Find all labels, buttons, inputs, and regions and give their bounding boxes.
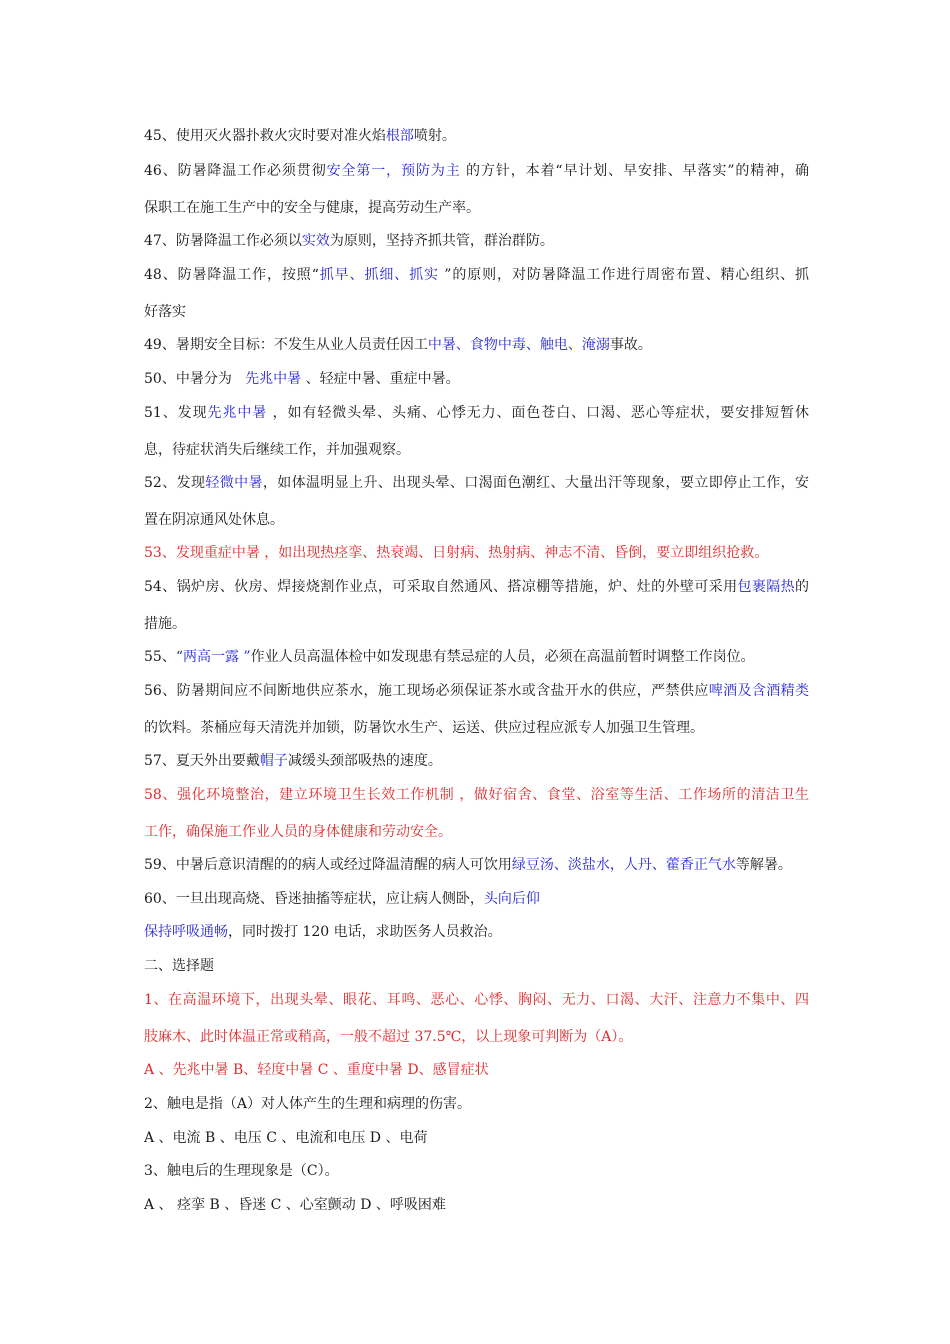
text: 55、 [144, 649, 176, 665]
text: 好落实 [144, 304, 186, 320]
text: 45、使用灭火器扑救火灾时要对准火焰 [144, 128, 386, 144]
answer-highlight: 实效 [301, 233, 330, 249]
item-56-cont [144, 718, 809, 738]
text: 49、暑期安全目标：不发生从业人员责任因工 [144, 337, 428, 353]
item-49 [144, 335, 809, 355]
item-58-cont [144, 822, 809, 842]
text: 的方针，本着“早计划、早安排、早落实”的精神，确 [460, 163, 809, 179]
text: 事故。 [609, 337, 652, 353]
text: 57、夏天外出要戴 [144, 753, 260, 769]
item-56 [144, 681, 809, 701]
choice-3-options: A 、 痉挛 B 、昏迷 C 、心室颤动 D 、呼吸困难 [144, 1197, 446, 1213]
item-52 [144, 473, 809, 493]
text: 措施。 [144, 616, 186, 632]
answer-highlight: 先兆中暑 [245, 371, 306, 387]
item-52-cont [144, 510, 809, 530]
answer-highlight: 中暑、食物中毒、触电、淹溺 [427, 337, 610, 353]
text: 、轻症中暑、重症中暑。 [305, 371, 460, 387]
text: 60、一旦出现高烧、昏迷抽搐等症状，应让病人侧卧， [144, 891, 484, 907]
item-60 [144, 889, 809, 909]
text: ，如体温明显上升、出现头晕、口渴面色潮红、大量出汗等现象，要立即停止工作，安 [262, 475, 809, 491]
item-46 [144, 161, 809, 181]
text: 减缓头颈部吸热的速度。 [287, 753, 442, 769]
answer-highlight: 包裹隔热 [737, 579, 796, 595]
choice-1-question: 1、在高温环境下，出现头晕、眼花、耳鸣、恶心、心悸、胸闷、无力、口渴、大汗、注意力不集中、四 [144, 992, 809, 1008]
text: 为原则，坚持齐抓共管，群治群防。 [329, 233, 554, 249]
text: ”的原则，对防暑降温工作进行周密布置、精心组织、抓 [438, 267, 809, 283]
item-55 [144, 647, 809, 667]
section-title: 二、选择题 [144, 958, 214, 974]
text: 保职工在施工生产中的安全与健康，提高劳动生产率。 [144, 200, 480, 216]
item-50 [144, 369, 809, 389]
text: 的饮料。茶桶应每天清洗并加锁，防暑饮水生产、运送、供应过程应派专人加强卫生管理。 [144, 720, 704, 736]
item-46-cont [144, 198, 809, 218]
text: 54、锅炉房、伙房、焊接烧割作业点，可采取自然通风、搭凉棚等措施，炉、灶的外壁可采用 [144, 579, 738, 595]
text: 工作，确保施工作业人员的身体健康和劳动安全。 [144, 824, 452, 840]
text: 58、强化环境整治，建立环境卫生长效工作机制 ，做好宿舍、食堂、浴室等生活、工作场所的清洁卫生 [144, 787, 809, 803]
text: 的 [795, 579, 809, 595]
answer-highlight: 先兆中暑 [207, 405, 268, 421]
answer-highlight: 帽子 [259, 753, 288, 769]
answer-highlight: 轻微中暑 [205, 475, 263, 491]
text: 作业人员高温体检中如发现患有禁忌症的人员，必须在高温前暂时调整工作岗位。 [250, 649, 755, 665]
choice-1-question-cont: 肢麻木、此时体温正常或稍高，一般不超过 37.5℃，以上现象可判断为（A）。 [144, 1029, 633, 1045]
text: 喷射。 [413, 128, 456, 144]
item-59 [144, 855, 809, 875]
item-57 [144, 751, 809, 771]
answer-highlight: 根部 [385, 128, 414, 144]
item-54-cont [144, 614, 809, 634]
item-48-cont [144, 302, 809, 322]
choice-2-options: A 、电流 B 、电压 C 、电流和电压 D 、电荷 [144, 1130, 428, 1146]
item-51 [144, 403, 809, 423]
text: 47、防暑降温工作必须以 [144, 233, 302, 249]
text: 置在阴凉通风处休息。 [144, 512, 284, 528]
choice-1-options: A 、先兆中暑 B、轻度中暑 C 、重度中暑 D、感冒症状 [144, 1062, 489, 1078]
answer-highlight: “两高一露 ” [175, 649, 251, 665]
text: 56、防暑期间应不间断地供应茶水，施工现场必须保证茶水或含盐开水的供应，严禁供应 [144, 683, 709, 699]
text: 59、中暑后意识清醒的的病人或经过降温清醒的病人可饮用 [144, 857, 512, 873]
item-58 [144, 785, 809, 805]
item-47 [144, 231, 809, 251]
item-53 [144, 543, 809, 563]
text: 48、防暑降温工作，按照“ [144, 267, 319, 283]
answer-highlight: 啤酒及含酒精类 [708, 683, 809, 699]
item-54 [144, 577, 809, 597]
item-60-cont [144, 922, 809, 942]
choice-3-question: 3、触电后的生理现象是（C）。 [144, 1163, 339, 1179]
text: 53、发现重症中暑 ，如出现热痉挛、热衰竭、日射病、热射病、神志不清、昏倒，要立即组织抢救。 [144, 545, 769, 561]
answer-highlight: 抓早、抓细、抓实 [318, 267, 439, 283]
item-45 [144, 126, 809, 146]
text: ，同时拨打 120 电话，求助医务人员救治。 [228, 924, 502, 940]
answer-highlight: 保持呼吸通畅 [144, 924, 228, 940]
text: ，如有轻微头晕、头痛、心悸无力、面色苍白、口渴、恶心等症状，要安排短暂休 [267, 405, 809, 421]
item-51-cont [144, 440, 809, 460]
answer-highlight: 安全第一，预防为主 [326, 163, 461, 179]
answer-highlight: 头向后仰 [483, 891, 540, 907]
text: 息，待症状消失后继续工作，并加强观察。 [144, 442, 410, 458]
text: 等解暑。 [735, 857, 792, 873]
text: 46、防暑降温工作必须贯彻 [144, 163, 327, 179]
answer-highlight: 绿豆汤、淡盐水，人丹、藿香正气水 [511, 857, 736, 873]
choice-2-question: 2、触电是指（A）对人体产生的生理和病理的伤害。 [144, 1096, 472, 1112]
text: 52、发现 [144, 475, 206, 491]
item-48 [144, 265, 809, 285]
text: 51、发现 [144, 405, 208, 421]
text: 50、中暑分为 [144, 371, 237, 387]
